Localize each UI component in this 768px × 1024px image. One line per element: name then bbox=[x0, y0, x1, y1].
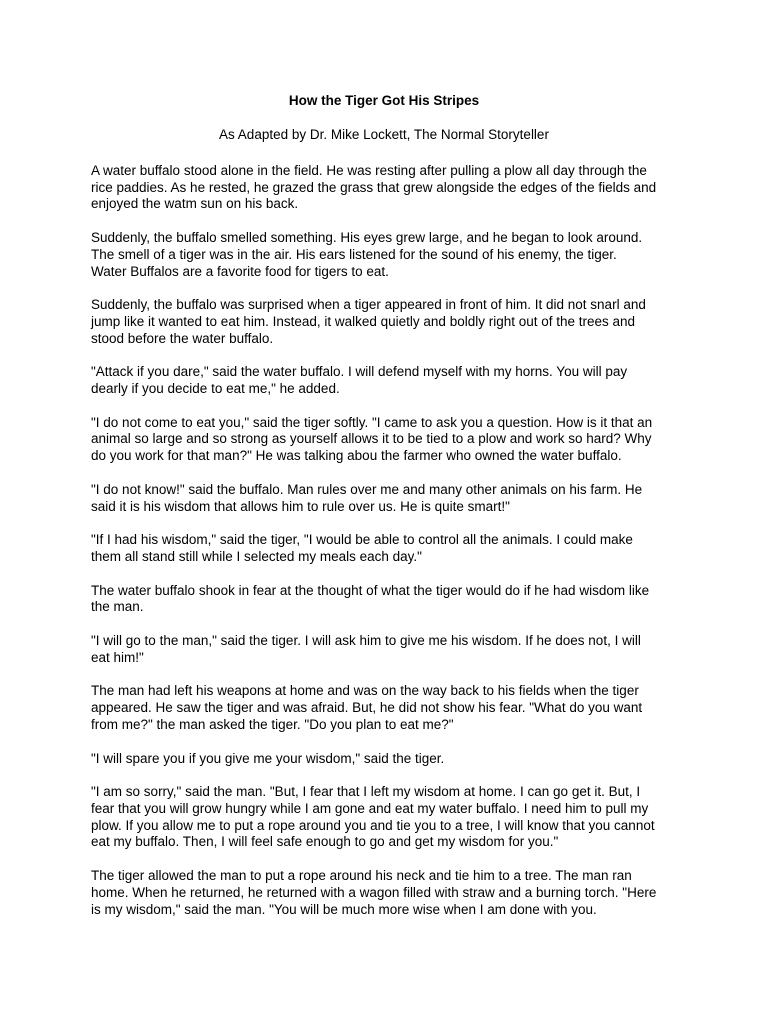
story-paragraph bbox=[91, 784, 681, 851]
paragraph-line: appeared. He saw the tiger and was afraid. But, he did not show his fear. "What do you want bbox=[91, 700, 643, 716]
paragraph-line: jump like it wanted to eat him. Instead, it walked quietly and boldly right out of the trees and bbox=[91, 313, 636, 329]
paragraph-line: "I do not know!" said the buffalo. Man rules over me and many other animals on his farm. He bbox=[91, 481, 643, 497]
paragraph-line: eat my buffalo. Then, I will feel safe enough to go and get my wisdom for you." bbox=[91, 834, 559, 850]
paragraph-line: enjoyed the watm sun on his back. bbox=[91, 196, 299, 212]
paragraph-line: Suddenly, the buffalo was surprised when a tiger appeared in front of him. It did not snarl and bbox=[91, 297, 646, 313]
paragraph-line: eat him!" bbox=[91, 649, 144, 665]
story-paragraph bbox=[91, 230, 681, 280]
story-paragraph bbox=[91, 683, 681, 733]
paragraph-line: said it is his wisdom that allows him to rule over us. He is quite smart!" bbox=[91, 498, 510, 514]
story-paragraph bbox=[91, 633, 681, 666]
paragraph-line: fear that you will grow hungry while I am gone and eat my water buffalo. I need him to pull my bbox=[91, 800, 649, 816]
story-body bbox=[91, 163, 681, 935]
paragraph-line: "I am so sorry," said the man. "But, I fear that I left my wisdom at home. I can go get it. But, I bbox=[91, 784, 641, 800]
document-subtitle: As Adapted by Dr. Mike Lockett, The Normal Storyteller bbox=[219, 127, 549, 142]
story-paragraph bbox=[91, 583, 681, 616]
paragraph-line: Water Buffalos are a favorite food for tigers to eat. bbox=[91, 263, 389, 279]
paragraph-line: The man had left his weapons at home and was on the way back to his fields when the tiger bbox=[91, 683, 639, 699]
paragraph-line: rice paddies. As he rested, he grazed the grass that grew alongside the edges of the fields and bbox=[91, 179, 657, 195]
paragraph-line: plow. If you allow me to put a rope around you and tie you to a tree, I will know that you cannot bbox=[91, 817, 655, 833]
paragraph-line: A water buffalo stood alone in the field. He was resting after pulling a plow all day through the bbox=[91, 163, 647, 178]
paragraph-line: "Attack if you dare," said the water buffalo. I will defend myself with my horns. You will pay bbox=[91, 364, 628, 380]
story-paragraph bbox=[91, 868, 681, 918]
story-paragraph bbox=[91, 364, 681, 397]
paragraph-line: do you work for that man?" He was talking abou the farmer who owned the water buffalo. bbox=[91, 448, 622, 464]
paragraph-line: "I do not come to eat you," said the tiger softly. "I came to ask you a question. How is it that an bbox=[91, 414, 653, 430]
document-title: How the Tiger Got His Stripes bbox=[288, 93, 480, 108]
paragraph-line: them all stand still while I selected my meals each day." bbox=[91, 548, 422, 564]
paragraph-line: from me?" the man asked the tiger. "Do you plan to eat me?" bbox=[91, 716, 454, 732]
paragraph-line: "I will spare you if you give me your wisdom," said the tiger. bbox=[91, 750, 445, 766]
story-paragraph bbox=[91, 163, 681, 213]
paragraph-line: dearly if you decide to eat me," he added. bbox=[91, 381, 340, 397]
paragraph-line: Suddenly, the buffalo smelled something. His eyes grew large, and he began to look around. bbox=[91, 230, 643, 246]
story-paragraph bbox=[91, 482, 681, 515]
story-paragraph bbox=[91, 532, 681, 565]
paragraph-line: is my wisdom," said the man. "You will be much more wise when I am done with you. bbox=[91, 901, 597, 917]
paragraph-line: The tiger allowed the man to put a rope around his neck and tie him to a tree. The man ran bbox=[91, 868, 632, 884]
paragraph-line: The smell of a tiger was in the air. His ears listened for the sound of his enemy, the tiger. bbox=[91, 246, 617, 262]
paragraph-line: stood before the water buffalo. bbox=[91, 330, 274, 346]
paragraph-line: "I will go to the man," said the tiger. I will ask him to give me his wisdom. If he does not, I will bbox=[91, 633, 641, 649]
story-paragraph bbox=[91, 415, 681, 465]
story-paragraph bbox=[91, 751, 681, 768]
paragraph-line: home. When he returned, he returned with a wagon filled with straw and a burning torch. "Here bbox=[91, 884, 657, 900]
story-paragraph bbox=[91, 297, 681, 347]
paragraph-line: animal so large and so strong as yourself allows it to be tied to a plow and work so hard? Why bbox=[91, 431, 652, 447]
paragraph-line: "If I had his wisdom," said the tiger, "I would be able to control all the animals. I could make bbox=[91, 532, 633, 548]
paragraph-line: the man. bbox=[91, 599, 144, 615]
paragraph-line: The water buffalo shook in fear at the thought of what the tiger would do if he had wisdom like bbox=[91, 582, 650, 598]
